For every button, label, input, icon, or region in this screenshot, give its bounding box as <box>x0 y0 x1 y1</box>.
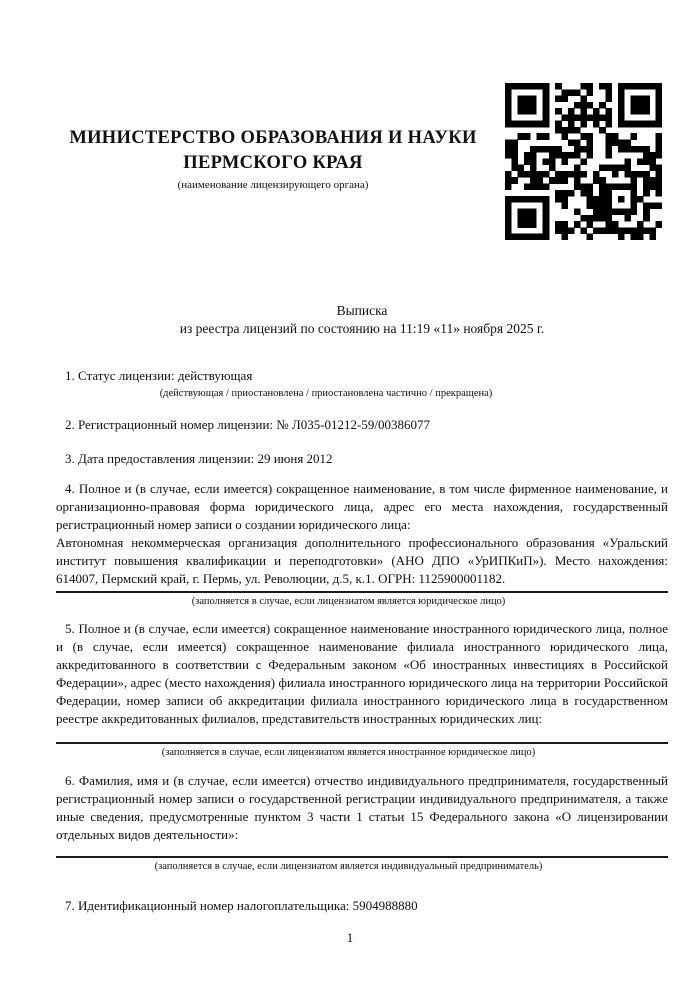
document-title: Выписка <box>336 303 388 318</box>
item-entrepreneur <box>56 772 668 874</box>
legal-entity-text: 4. Полное и (в случае, если имеется) сокращенное наименование, в том числе фирменное наименование, и организационно-правовая форма юридического лица, адрес его места нахождения, государственный регистрационный номер записи о создании юридического лица: <box>56 481 668 532</box>
legal-entity-value: Автономная некоммерческая организация дополнительного профессионального образования «Уральский институт повышения квалификации и переподготовки» (АНО ДПО «УрИПКиП»). Место нахождения: 614007, Пермский край, г. Пермь, ул. Революции, д.5, к.1. ОГРН: 1125900001182. <box>56 535 668 586</box>
ministry-name-line2: ПЕРМСКОГО КРАЯ <box>183 153 363 173</box>
entrepreneur-underline <box>56 856 668 858</box>
foreign-entity-underline <box>56 742 668 744</box>
foreign-entity-caption: (заполняется в случае, если лицензиатом является иностранное юридическое лицо) <box>161 747 536 758</box>
item-legal-entity <box>56 480 668 609</box>
item-taxpayer-number <box>56 897 668 915</box>
document-subtitle: из реестра лицензий по состоянию на 11:19 «11» ноября 2025 г. <box>179 321 545 336</box>
item-grant-date <box>56 450 668 468</box>
entrepreneur-caption: (заполняется в случае, если лицензиатом является индивидуальный предприниматель) <box>154 861 543 872</box>
legal-entity-underline <box>56 591 668 593</box>
ministry-name-line1: МИНИСТЕРСТВО ОБРАЗОВАНИЯ И НАУКИ <box>69 128 477 148</box>
ministry-name <box>56 126 490 176</box>
item-foreign-entity <box>56 620 668 760</box>
entrepreneur-text: 6. Фамилия, имя и (в случае, если имеется) отчество индивидуального предпринимателя, государственный регистрационный номер записи о государственной регистрации индивидуального предпринимателя, а также иные сведения, предусмотренные пунктом 3 части 1 статьи 15 Федерального закона «О лицензировании отдельных видов деятельности»: <box>56 773 668 842</box>
ministry-header <box>56 126 490 192</box>
taxpayer-number-text: 7. Идентификационный номер налогоплательщика: 5904988880 <box>65 898 418 913</box>
grant-date-text: 3. Дата предоставления лицензии: 29 июня 2012 <box>65 451 333 466</box>
page-number: 1 <box>346 930 354 945</box>
item-license-status <box>56 367 668 401</box>
qr-code-icon <box>505 83 662 240</box>
ministry-caption: (наименование лицензирующего органа) <box>177 179 369 191</box>
item-registration-number <box>56 416 668 434</box>
license-status-text: 1. Статус лицензии: действующая <box>65 368 253 383</box>
foreign-entity-text: 5. Полное и (в случае, если имеется) сокращенное наименование иностранного юридического лица, полное и (в случае, если имеется) сокращенное наименование филиала иностранного юридического лица, аккредитованного в соответствии с Федеральным законом «Об иностранных инвестициях в Российской Федерации», адрес (место нахождения) филиала иностранного юридического лица на территории Российской Федерации, номер записи об аккредитации филиала иностранного юридического лица в государственном реестре аккредитованных филиалов, представительств иностранных юридических лиц: <box>56 621 668 726</box>
document-title-block <box>56 302 668 338</box>
legal-entity-caption: (заполняется в случае, если лицензиатом является юридическое лицо) <box>191 596 506 607</box>
registration-number-text: 2. Регистрационный номер лицензии: № Л035-01212-59/00386077 <box>65 417 431 432</box>
license-status-caption: (действующая / приостановлена / приостановлена частично / прекращена) <box>159 388 493 399</box>
